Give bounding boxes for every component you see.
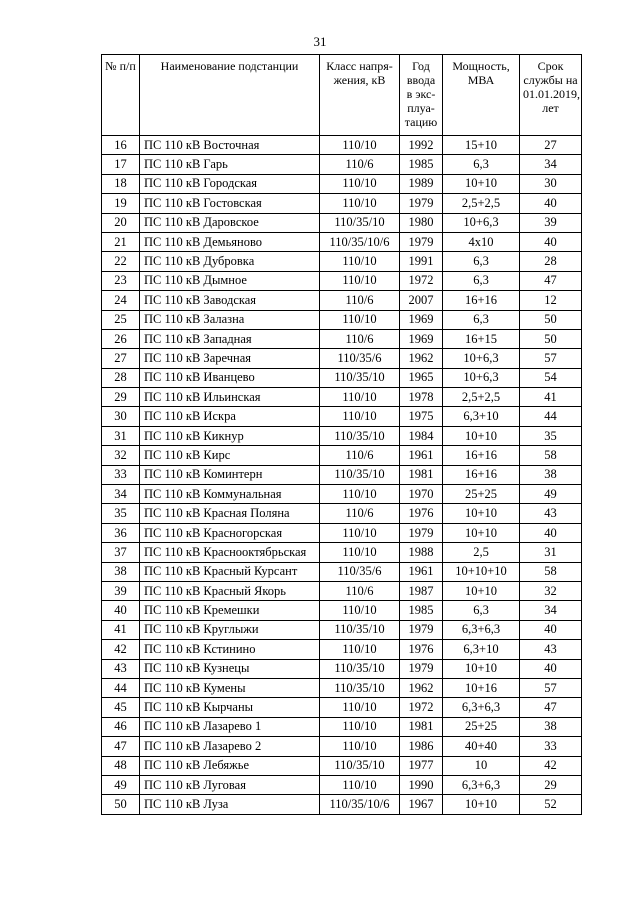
cell-commissioning-year: 1962 — [400, 678, 443, 697]
cell-voltage-class: 110/6 — [320, 329, 400, 348]
cell-service-life: 31 — [520, 543, 582, 562]
cell-name: ПС 110 кВ Красный Якорь — [140, 581, 320, 600]
cell-name: ПС 110 кВ Кирс — [140, 446, 320, 465]
cell-voltage-class: 110/6 — [320, 504, 400, 523]
cell-voltage-class: 110/35/10 — [320, 465, 400, 484]
cell-number: 44 — [102, 678, 140, 697]
cell-voltage-class: 110/10 — [320, 310, 400, 329]
cell-service-life: 57 — [520, 349, 582, 368]
cell-voltage-class: 110/10 — [320, 407, 400, 426]
cell-commissioning-year: 1988 — [400, 543, 443, 562]
cell-voltage-class: 110/35/10 — [320, 620, 400, 639]
cell-name: ПС 110 кВ Западная — [140, 329, 320, 348]
cell-voltage-class: 110/35/10 — [320, 368, 400, 387]
cell-commissioning-year: 1969 — [400, 329, 443, 348]
cell-capacity: 10+16 — [443, 678, 520, 697]
table-body — [102, 136, 582, 815]
header-cell-number: № п/п — [102, 55, 140, 136]
cell-number: 26 — [102, 329, 140, 348]
cell-commissioning-year: 1979 — [400, 232, 443, 251]
cell-service-life: 52 — [520, 795, 582, 814]
cell-name: ПС 110 кВ Красная Поляна — [140, 504, 320, 523]
cell-number: 43 — [102, 659, 140, 678]
cell-commissioning-year: 1969 — [400, 310, 443, 329]
cell-number: 37 — [102, 543, 140, 562]
cell-name: ПС 110 кВ Коммунальная — [140, 485, 320, 504]
cell-service-life: 49 — [520, 485, 582, 504]
cell-number: 33 — [102, 465, 140, 484]
cell-name: ПС 110 кВ Лазарево 2 — [140, 737, 320, 756]
cell-capacity: 10+10 — [443, 795, 520, 814]
cell-number: 46 — [102, 717, 140, 736]
table-row — [102, 446, 582, 465]
cell-commissioning-year: 1976 — [400, 504, 443, 523]
cell-service-life: 40 — [520, 232, 582, 251]
cell-voltage-class: 110/10 — [320, 485, 400, 504]
header-cell-capacity: Мощность, МВА — [443, 55, 520, 136]
cell-service-life: 32 — [520, 581, 582, 600]
cell-capacity: 10+6,3 — [443, 349, 520, 368]
cell-service-life: 27 — [520, 136, 582, 155]
cell-capacity: 2,5 — [443, 543, 520, 562]
cell-commissioning-year: 1965 — [400, 368, 443, 387]
table-row — [102, 620, 582, 639]
cell-service-life: 35 — [520, 426, 582, 445]
table-row — [102, 523, 582, 542]
cell-name: ПС 110 кВ Иванцево — [140, 368, 320, 387]
table-row — [102, 329, 582, 348]
cell-capacity: 2,5+2,5 — [443, 388, 520, 407]
cell-name: ПС 110 кВ Дубровка — [140, 252, 320, 271]
cell-commissioning-year: 1992 — [400, 136, 443, 155]
table-row — [102, 388, 582, 407]
cell-commissioning-year: 1991 — [400, 252, 443, 271]
cell-voltage-class: 110/35/10/6 — [320, 795, 400, 814]
cell-service-life: 38 — [520, 717, 582, 736]
cell-capacity: 10+10 — [443, 426, 520, 445]
cell-number: 18 — [102, 174, 140, 193]
cell-number: 47 — [102, 737, 140, 756]
cell-voltage-class: 110/10 — [320, 174, 400, 193]
cell-number: 50 — [102, 795, 140, 814]
cell-voltage-class: 110/10 — [320, 543, 400, 562]
cell-service-life: 44 — [520, 407, 582, 426]
cell-voltage-class: 110/10 — [320, 698, 400, 717]
cell-number: 27 — [102, 349, 140, 368]
cell-name: ПС 110 кВ Луговая — [140, 775, 320, 794]
cell-service-life: 38 — [520, 465, 582, 484]
cell-commissioning-year: 1961 — [400, 562, 443, 581]
cell-number: 21 — [102, 232, 140, 251]
cell-service-life: 39 — [520, 213, 582, 232]
cell-voltage-class: 110/10 — [320, 737, 400, 756]
cell-name: ПС 110 кВ Городская — [140, 174, 320, 193]
table-row — [102, 678, 582, 697]
cell-voltage-class: 110/10 — [320, 775, 400, 794]
cell-name: ПС 110 кВ Коминтерн — [140, 465, 320, 484]
cell-commissioning-year: 1970 — [400, 485, 443, 504]
cell-commissioning-year: 1980 — [400, 213, 443, 232]
cell-commissioning-year: 1967 — [400, 795, 443, 814]
cell-voltage-class: 110/35/10 — [320, 426, 400, 445]
cell-capacity: 16+16 — [443, 291, 520, 310]
table-row — [102, 368, 582, 387]
cell-capacity: 10+10 — [443, 581, 520, 600]
cell-capacity: 40+40 — [443, 737, 520, 756]
header-cell-name: Наименование подстанции — [140, 55, 320, 136]
cell-capacity: 10+6,3 — [443, 213, 520, 232]
table-row — [102, 737, 582, 756]
cell-capacity: 16+16 — [443, 446, 520, 465]
table-row — [102, 717, 582, 736]
cell-capacity: 10 — [443, 756, 520, 775]
cell-voltage-class: 110/10 — [320, 136, 400, 155]
cell-commissioning-year: 1962 — [400, 349, 443, 368]
cell-number: 41 — [102, 620, 140, 639]
cell-service-life: 28 — [520, 252, 582, 271]
cell-service-life: 54 — [520, 368, 582, 387]
cell-commissioning-year: 1979 — [400, 620, 443, 639]
cell-voltage-class: 110/10 — [320, 194, 400, 213]
table-row — [102, 775, 582, 794]
table-row — [102, 581, 582, 600]
cell-service-life: 33 — [520, 737, 582, 756]
table-row — [102, 155, 582, 174]
cell-name: ПС 110 кВ Круглыжи — [140, 620, 320, 639]
table-row — [102, 291, 582, 310]
cell-name: ПС 110 кВ Кузнецы — [140, 659, 320, 678]
cell-service-life: 34 — [520, 155, 582, 174]
cell-number: 30 — [102, 407, 140, 426]
cell-name: ПС 110 кВ Кремешки — [140, 601, 320, 620]
cell-number: 36 — [102, 523, 140, 542]
cell-voltage-class: 110/6 — [320, 446, 400, 465]
header-cell-commissioning-year: Год ввода в экс-плуа-тацию — [400, 55, 443, 136]
cell-commissioning-year: 1975 — [400, 407, 443, 426]
cell-capacity: 4х10 — [443, 232, 520, 251]
table-row — [102, 465, 582, 484]
cell-name: ПС 110 кВ Лебяжье — [140, 756, 320, 775]
cell-capacity: 10+10 — [443, 504, 520, 523]
cell-number: 17 — [102, 155, 140, 174]
cell-service-life: 40 — [520, 659, 582, 678]
cell-number: 28 — [102, 368, 140, 387]
cell-name: ПС 110 кВ Красный Курсант — [140, 562, 320, 581]
table-row — [102, 640, 582, 659]
cell-service-life: 50 — [520, 329, 582, 348]
cell-capacity: 6,3 — [443, 252, 520, 271]
cell-number: 35 — [102, 504, 140, 523]
cell-voltage-class: 110/10 — [320, 601, 400, 620]
cell-capacity: 15+10 — [443, 136, 520, 155]
cell-service-life: 57 — [520, 678, 582, 697]
cell-capacity: 6,3 — [443, 155, 520, 174]
cell-commissioning-year: 1976 — [400, 640, 443, 659]
cell-name: ПС 110 кВ Заводская — [140, 291, 320, 310]
cell-service-life: 29 — [520, 775, 582, 794]
cell-name: ПС 110 кВ Восточная — [140, 136, 320, 155]
cell-number: 38 — [102, 562, 140, 581]
cell-name: ПС 110 кВ Заречная — [140, 349, 320, 368]
table-row — [102, 310, 582, 329]
table-row — [102, 252, 582, 271]
header-cell-voltage-class: Класс напря-жения, кВ — [320, 55, 400, 136]
cell-number: 25 — [102, 310, 140, 329]
cell-name: ПС 110 кВ Кикнур — [140, 426, 320, 445]
cell-service-life: 43 — [520, 640, 582, 659]
cell-service-life: 58 — [520, 562, 582, 581]
table-row — [102, 271, 582, 290]
table-row — [102, 407, 582, 426]
table-row — [102, 504, 582, 523]
cell-name: ПС 110 кВ Кырчаны — [140, 698, 320, 717]
cell-capacity: 2,5+2,5 — [443, 194, 520, 213]
cell-capacity: 6,3 — [443, 310, 520, 329]
cell-commissioning-year: 1979 — [400, 659, 443, 678]
cell-voltage-class: 110/35/10 — [320, 659, 400, 678]
table-row — [102, 194, 582, 213]
cell-commissioning-year: 2007 — [400, 291, 443, 310]
cell-commissioning-year: 1986 — [400, 737, 443, 756]
cell-capacity: 25+25 — [443, 485, 520, 504]
table-row — [102, 136, 582, 155]
cell-name: ПС 110 кВ Демьяново — [140, 232, 320, 251]
table-row — [102, 756, 582, 775]
table-row — [102, 232, 582, 251]
cell-service-life: 40 — [520, 620, 582, 639]
cell-voltage-class: 110/10 — [320, 388, 400, 407]
cell-service-life: 47 — [520, 271, 582, 290]
cell-number: 42 — [102, 640, 140, 659]
cell-capacity: 6,3+6,3 — [443, 620, 520, 639]
cell-number: 31 — [102, 426, 140, 445]
cell-capacity: 6,3+10 — [443, 407, 520, 426]
cell-name: ПС 110 кВ Луза — [140, 795, 320, 814]
cell-service-life: 41 — [520, 388, 582, 407]
cell-name: ПС 110 кВ Гарь — [140, 155, 320, 174]
cell-voltage-class: 110/10 — [320, 271, 400, 290]
table-row — [102, 485, 582, 504]
cell-number: 19 — [102, 194, 140, 213]
cell-name: ПС 110 кВ Искра — [140, 407, 320, 426]
cell-number: 48 — [102, 756, 140, 775]
cell-service-life: 40 — [520, 523, 582, 542]
cell-voltage-class: 110/10 — [320, 640, 400, 659]
cell-voltage-class: 110/35/10 — [320, 756, 400, 775]
table-row — [102, 795, 582, 814]
cell-commissioning-year: 1981 — [400, 465, 443, 484]
table-row — [102, 543, 582, 562]
cell-number: 39 — [102, 581, 140, 600]
cell-voltage-class: 110/10 — [320, 523, 400, 542]
cell-name: ПС 110 кВ Залазна — [140, 310, 320, 329]
cell-commissioning-year: 1989 — [400, 174, 443, 193]
cell-service-life: 50 — [520, 310, 582, 329]
cell-name: ПС 110 кВ Краснооктябрьская — [140, 543, 320, 562]
cell-service-life: 58 — [520, 446, 582, 465]
cell-capacity: 10+10 — [443, 523, 520, 542]
table-row — [102, 601, 582, 620]
cell-voltage-class: 110/35/6 — [320, 349, 400, 368]
cell-commissioning-year: 1987 — [400, 581, 443, 600]
cell-number: 20 — [102, 213, 140, 232]
page-number: 31 — [313, 34, 327, 49]
cell-name: ПС 110 кВ Ильинская — [140, 388, 320, 407]
cell-commissioning-year: 1981 — [400, 717, 443, 736]
cell-service-life: 42 — [520, 756, 582, 775]
cell-commissioning-year: 1961 — [400, 446, 443, 465]
cell-capacity: 10+6,3 — [443, 368, 520, 387]
cell-commissioning-year: 1985 — [400, 601, 443, 620]
cell-commissioning-year: 1979 — [400, 523, 443, 542]
table-row — [102, 213, 582, 232]
cell-voltage-class: 110/35/10/6 — [320, 232, 400, 251]
cell-commissioning-year: 1984 — [400, 426, 443, 445]
table-row — [102, 659, 582, 678]
cell-number: 40 — [102, 601, 140, 620]
substations-table — [101, 54, 582, 815]
cell-voltage-class: 110/6 — [320, 581, 400, 600]
cell-name: ПС 110 кВ Кумены — [140, 678, 320, 697]
cell-voltage-class: 110/6 — [320, 291, 400, 310]
cell-commissioning-year: 1978 — [400, 388, 443, 407]
cell-capacity: 10+10+10 — [443, 562, 520, 581]
table-row — [102, 562, 582, 581]
cell-capacity: 6,3+10 — [443, 640, 520, 659]
cell-commissioning-year: 1972 — [400, 271, 443, 290]
cell-name: ПС 110 кВ Красногорская — [140, 523, 320, 542]
cell-capacity: 6,3 — [443, 601, 520, 620]
cell-voltage-class: 110/35/6 — [320, 562, 400, 581]
cell-capacity: 16+16 — [443, 465, 520, 484]
cell-capacity: 6,3+6,3 — [443, 698, 520, 717]
cell-service-life: 12 — [520, 291, 582, 310]
header-row — [102, 55, 582, 136]
cell-number: 45 — [102, 698, 140, 717]
cell-capacity: 25+25 — [443, 717, 520, 736]
cell-number: 22 — [102, 252, 140, 271]
header-cell-service-life: Срок службы на 01.01.2019, лет — [520, 55, 582, 136]
cell-voltage-class: 110/35/10 — [320, 213, 400, 232]
cell-commissioning-year: 1972 — [400, 698, 443, 717]
cell-commissioning-year: 1985 — [400, 155, 443, 174]
cell-name: ПС 110 кВ Дымное — [140, 271, 320, 290]
cell-number: 23 — [102, 271, 140, 290]
cell-commissioning-year: 1979 — [400, 194, 443, 213]
cell-name: ПС 110 кВ Даровское — [140, 213, 320, 232]
table-row — [102, 698, 582, 717]
cell-name: ПС 110 кВ Лазарево 1 — [140, 717, 320, 736]
cell-capacity: 10+10 — [443, 174, 520, 193]
cell-capacity: 6,3 — [443, 271, 520, 290]
cell-service-life: 43 — [520, 504, 582, 523]
cell-number: 16 — [102, 136, 140, 155]
cell-service-life: 34 — [520, 601, 582, 620]
cell-voltage-class: 110/6 — [320, 155, 400, 174]
cell-commissioning-year: 1990 — [400, 775, 443, 794]
cell-service-life: 47 — [520, 698, 582, 717]
cell-number: 29 — [102, 388, 140, 407]
cell-number: 49 — [102, 775, 140, 794]
cell-name: ПС 110 кВ Гостовская — [140, 194, 320, 213]
table-row — [102, 426, 582, 445]
cell-capacity: 6,3+6,3 — [443, 775, 520, 794]
table-row — [102, 174, 582, 193]
cell-voltage-class: 110/35/10 — [320, 678, 400, 697]
table-header — [102, 55, 582, 136]
cell-number: 32 — [102, 446, 140, 465]
cell-name: ПС 110 кВ Кстинино — [140, 640, 320, 659]
table-row — [102, 349, 582, 368]
cell-service-life: 30 — [520, 174, 582, 193]
cell-voltage-class: 110/10 — [320, 252, 400, 271]
cell-number: 24 — [102, 291, 140, 310]
cell-number: 34 — [102, 485, 140, 504]
cell-service-life: 40 — [520, 194, 582, 213]
cell-capacity: 10+10 — [443, 659, 520, 678]
cell-voltage-class: 110/10 — [320, 717, 400, 736]
cell-capacity: 16+15 — [443, 329, 520, 348]
cell-commissioning-year: 1977 — [400, 756, 443, 775]
